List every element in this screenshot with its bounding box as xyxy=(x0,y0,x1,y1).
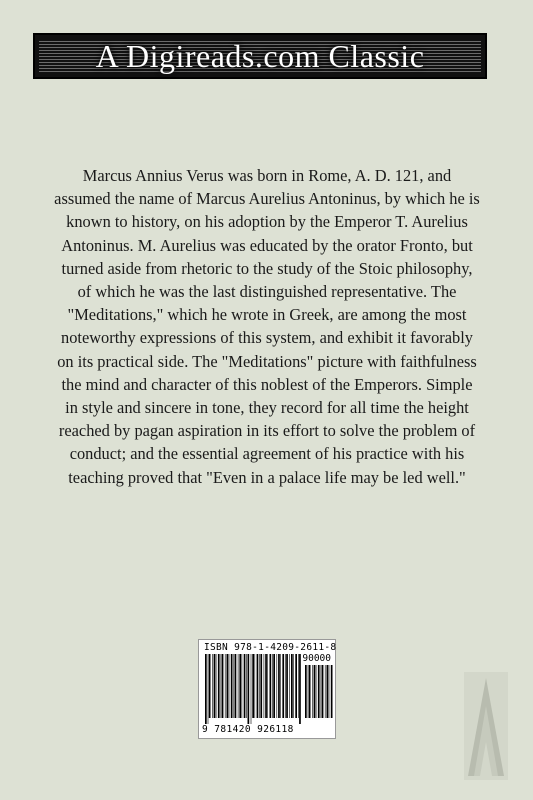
price-code: 90000 xyxy=(302,653,331,664)
book-description: Marcus Annius Verus was born in Rome, A. D. 121, and assumed the name of Marcus Aurelius Antoninus, by which he is known to history, on his adoption by the Emperor T. Aurelius Antoninus. M. Aurelius was educated by the orator Fronto, but turned aside from rhetoric to the study of the Stoic philosophy, of which he was the last distinguished representative. The "Meditations," which he wrote in Greek, are among the most noteworthy expressions of this system, and exhibit it favorably on its practical side. The "Meditations" picture with faithfulness the mind and character of this noblest of the Emperors. Simple in style and sincere in tone, they record for all time the height reached by pagan aspiration in its effort to solve the problem of conduct; and the essential agreement of his practice with his teaching proved that "Even in a palace life may be led well." xyxy=(54,166,480,487)
isbn-barcode xyxy=(198,639,336,739)
isbn-label: ISBN 978-1-4209-2611-8 xyxy=(204,642,337,653)
barcode-bars-icon xyxy=(205,654,301,724)
addon-barcode-bars-icon xyxy=(305,665,333,724)
series-banner xyxy=(33,33,487,79)
digireads-logo-icon xyxy=(464,672,508,780)
banner-title: A Digireads.com Classic xyxy=(95,37,425,74)
barcode-digits: 9 781420 926118 xyxy=(202,724,294,735)
